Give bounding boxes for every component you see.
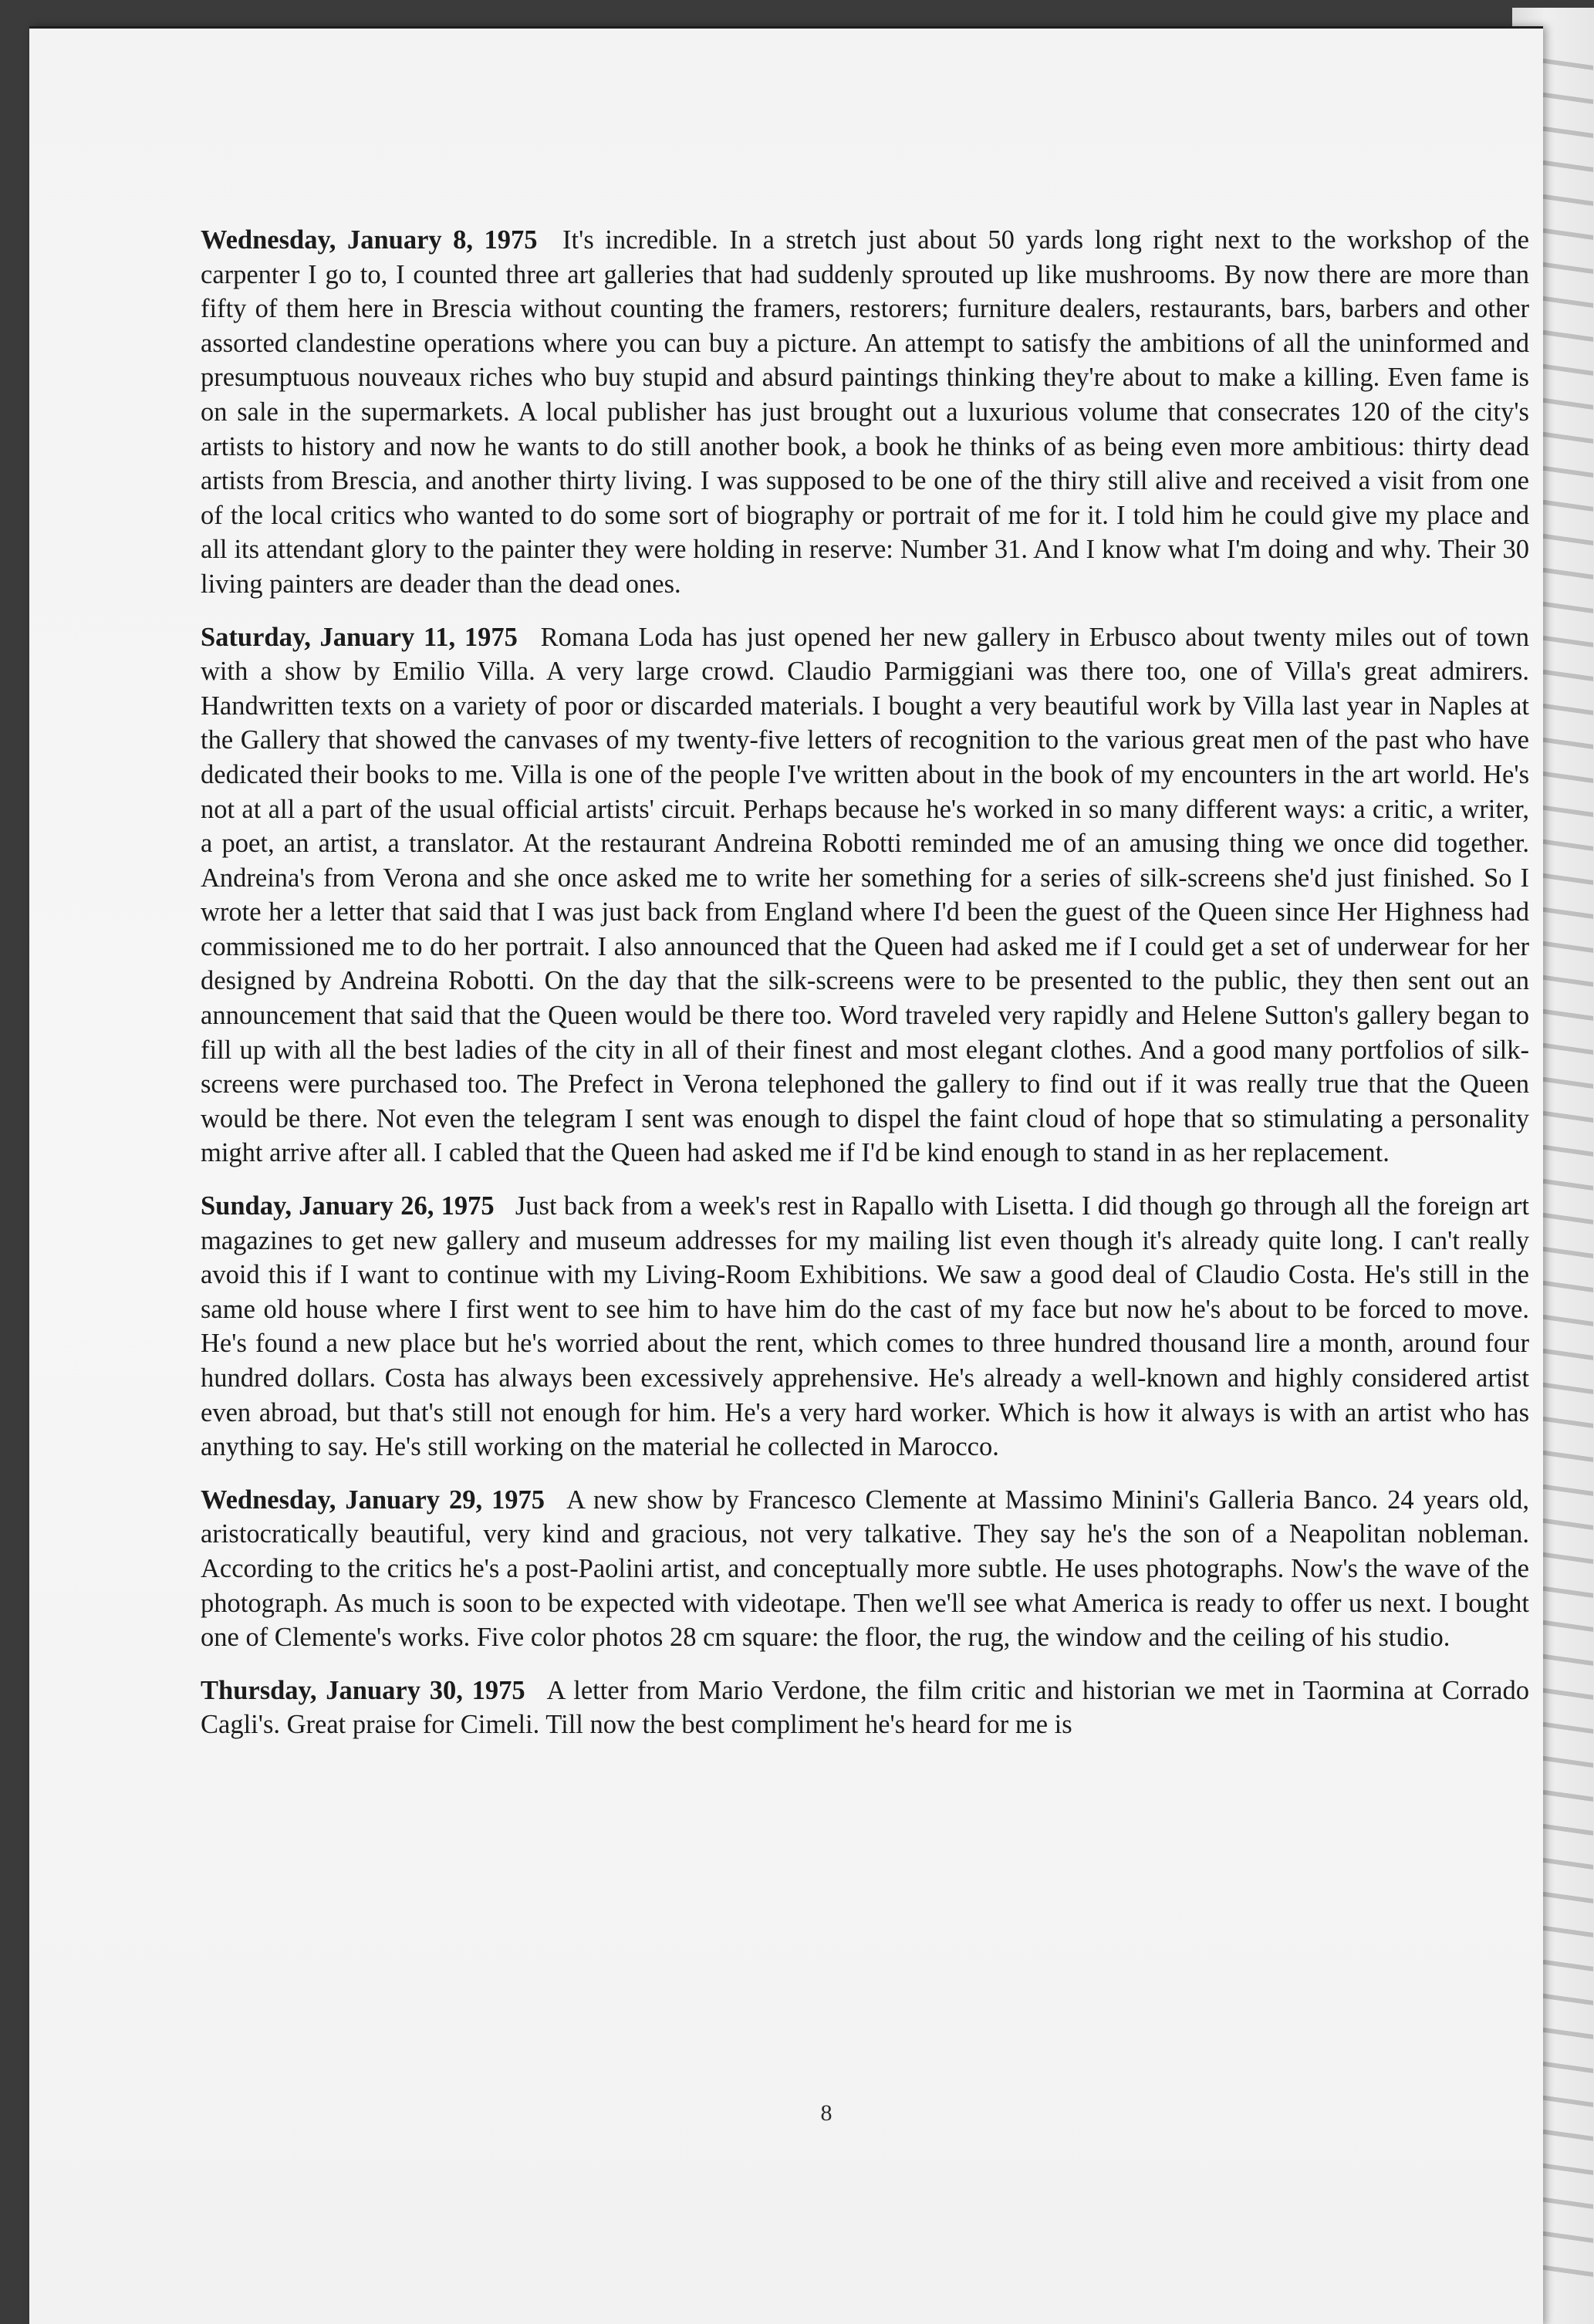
next-page-text-lines	[1539, 58, 1593, 2303]
entry-date: Wednesday, January 8, 1975	[201, 225, 538, 255]
entry-text: A letter from Mario Verdone, the film critic and historian we met in Taormina at Corrado Cagli's. Great praise for Cimeli. Till now the best compliment he's heard for me is	[201, 1675, 1529, 1740]
diary-entry	[201, 620, 1529, 1171]
page-number: 8	[820, 2100, 832, 2126]
entry-date: Thursday, January 30, 1975	[201, 1675, 525, 1705]
page-body	[201, 223, 1529, 1761]
entry-text: Romana Loda has just opened her new gallery in Erbusco about twenty miles out of town with a show by Emilio Villa. A very large crowd. Claudio Parmiggiani was there too, one of Villa's great admirers. Handwritten texts on a variety of poor or discarded materials. I bought a very beautiful work by Villa last year in Naples at the Gallery that showed the canvases of my twenty-five letters of recognition to the various great men of the past who have dedicated their books to me. Villa is one of the people I've written about in the book of my encounters in the art world. He's not at all a part of the usual official artists' circuit. Perhaps because he's worked in so many different ways: a critic, a writer, a poet, an artist, a translator. At the restaurant Andreina Robotti reminded me of an amusing thing we once did together. Andreina's from Verona and she once asked me to write her something for a series of silk-screens she'd just finished. So I wrote her a letter that said that I was just back from England where I'd been the guest of the Queen since Her Highness had commissioned me to do her portrait. I also announced that the Queen had asked me if I could get a set of underwear for her designed by Andreina Robotti. On the day that the silk-screens were to be presented to the public, they then sent out an announcement that said that the Queen would be there too. Word traveled very rapidly and Helene Sutton's gallery began to fill up with all the best ladies of the city in all of their finest and most elegant clothes. And a good many portfolios of silk-screens were purchased too. The Prefect in Verona telephoned the gallery to find out if it was really true that the Queen would be there. Not even the telegram I sent was enough to dispel the faint cloud of hope that so stimulating a personality might arrive after all. I cabled that the Queen had asked me if I'd be kind enough to stand in as her replacement.	[201, 622, 1530, 1168]
entry-text: Just back from a week's rest in Rapallo with Lisetta. I did though go through all the foreign art magazines to get new gallery and museum addresses for my mailing list even though it's already quite long. I can't really avoid this if I want to continue with my Living-Room Exhibitions. We saw a good deal of Claudio Costa. He's still in the same old house where I first went to see him to have him do the cast of my face but now he's about to be forced to move. He's found a new place but he's worried about the rent, which comes to three hundred thousand lire a month, around four hundred dollars. Costa has always been excessively apprehensive. He's already a well-known and highly considered artist even abroad, but that's still not enough for him. He's a very hard worker. Which is how it always is with an artist who has anything to say. He's still working on the material he collected in Marocco.	[201, 1191, 1530, 1462]
diary-entry	[201, 223, 1529, 602]
diary-entry	[201, 1674, 1529, 1742]
book-page	[29, 26, 1543, 2324]
entry-date: Saturday, January 11, 1975	[201, 622, 518, 652]
diary-entry	[201, 1483, 1529, 1655]
entry-text: A new show by Francesco Clemente at Massimo Minini's Galleria Banco. 24 years old, aristocratically beautiful, very kind and gracious, not very talkative. They say he's the son of a Neapolitan nobleman. According to the critics he's a post-Paolini artist, and conceptually more subtle. He uses photographs. Now's the wave of the photograph. As much is soon to be expected with videotape. Then we'll see what America is ready to offer us next. I bought one of Clemente's works. Five color photos 28 cm square: the floor, the rug, the window and the ceiling of his studio.	[201, 1485, 1530, 1653]
diary-entry	[201, 1189, 1529, 1464]
entry-text: It's incredible. In a stretch just about 50 yards long right next to the workshop of the carpenter I go to, I counted three art galleries that had suddenly sprouted up like mushrooms. By now there are more than fifty of them here in Brescia without counting the framers, restorers; furniture dealers, restaurants, bars, barbers and other assorted clandestine operations where you can buy a picture. An attempt to satisfy the ambitions of all the uninformed and presumptuous nouveaux riches who buy stupid and absurd paintings thinking they're about to make a killing. Even fame is on sale in the supermarkets. A local publisher has just brought out a luxurious volume that consecrates 120 of the city's artists to history and now he wants to do still another book, a book he thinks of as being even more ambitious: thirty dead artists from Brescia, and another thirty living. I was supposed to be one of the thiry still alive and received a visit from one of the local critics who wanted to do some sort of biography or portrait of me for it. I told him he could give my place and all its attendant glory to the painter they were holding in reserve: Number 31. And I know what I'm doing and why. Their 30 living painters are deader than the dead ones.	[201, 225, 1529, 599]
entry-date: Wednesday, January 29, 1975	[201, 1485, 545, 1515]
entry-date: Sunday, January 26, 1975	[201, 1191, 495, 1221]
